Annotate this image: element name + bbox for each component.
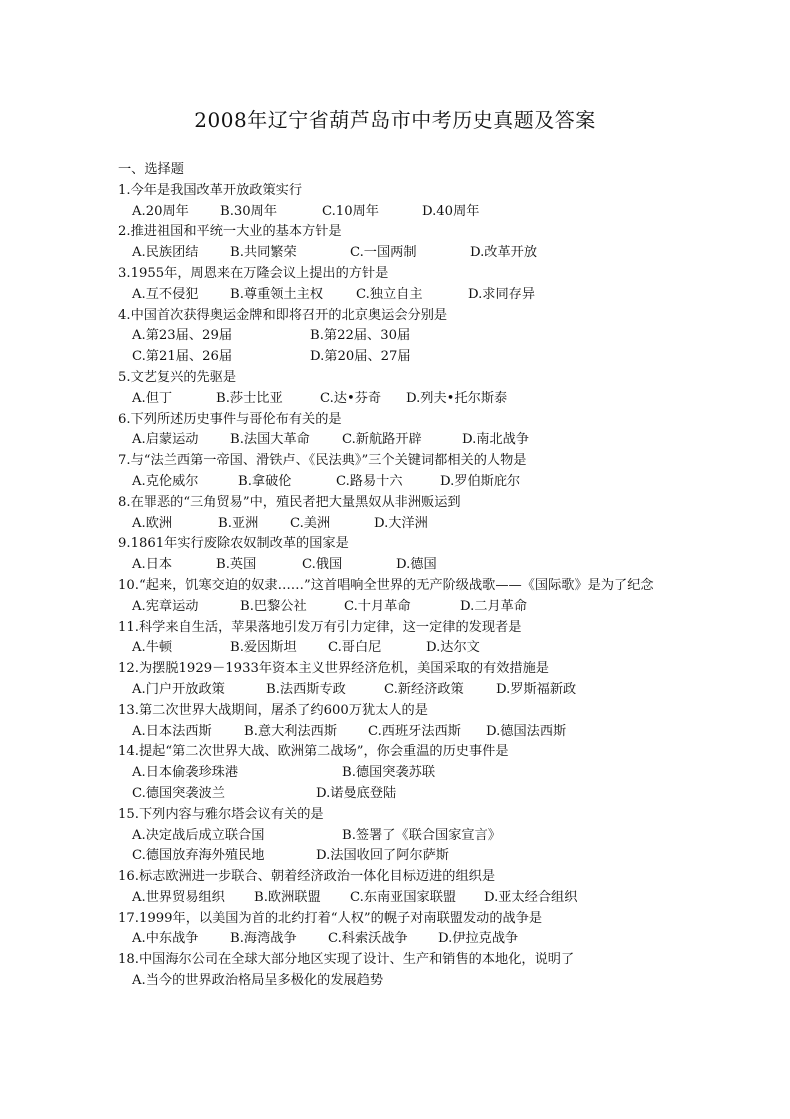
option: D.罗斯福新政	[496, 681, 577, 697]
option: B.德国突袭苏联	[342, 765, 436, 781]
option: A.牛顿	[132, 640, 173, 656]
question-stem: 11.科学来自生活，苹果落地引发万有引力定律，这一定律的发现者是	[118, 619, 522, 635]
question-list	[118, 160, 678, 992]
option: D.列夫•托尔斯泰	[406, 390, 508, 406]
option: C.第21届、26届	[132, 349, 233, 365]
option: D.大洋洲	[374, 515, 428, 531]
option: D.德国法西斯	[486, 723, 567, 739]
option: A.克伦威尔	[132, 473, 199, 489]
option: A.日本法西斯	[132, 723, 212, 739]
option: B.30周年	[220, 203, 278, 219]
option: B.法西斯专政	[266, 681, 346, 697]
options-row	[118, 680, 678, 701]
question-stem: 5.文艺复兴的先驱是	[118, 369, 237, 385]
option: A.欧洲	[132, 515, 173, 531]
option: C.俄国	[302, 557, 343, 573]
options-row	[118, 430, 678, 451]
option: A.日本	[132, 557, 173, 573]
option: A.日本偷袭珍珠港	[132, 765, 239, 781]
options-row	[118, 722, 678, 743]
option: B.尊重领土主权	[230, 286, 324, 302]
option: A.但丁	[132, 390, 173, 406]
option: B.拿破伦	[238, 473, 292, 489]
option: A.20周年	[132, 203, 189, 219]
options-row	[118, 285, 678, 306]
option: B.意大利法西斯	[244, 723, 338, 739]
option: A.第23届、29届	[132, 328, 233, 344]
question-stem: 6.下列所述历史事件与哥伦布有关的是	[118, 411, 342, 427]
option: A.民族团结	[132, 245, 199, 261]
option: A.门户开放政策	[132, 681, 225, 697]
option: C.一国两制	[350, 245, 417, 261]
question-stem: 7.与“法兰西第一帝国、滑铁卢、《民法典》”三个关键词都相关的人物是	[118, 453, 527, 469]
option: B.法国大革命	[230, 432, 310, 448]
option: C.独立自主	[356, 286, 423, 302]
options-row	[118, 514, 678, 535]
option: D.伊拉克战争	[438, 931, 519, 947]
option: A.启蒙运动	[132, 432, 199, 448]
option: D.求同存异	[468, 286, 536, 302]
section-heading: 一、选择题	[118, 162, 184, 177]
question-stem: 2.推进祖国和平统一大业的基本方针是	[118, 224, 342, 240]
question-stem: 10.“起来，饥寒交迫的奴隶……”这首唱响全世界的无产阶级战歌——《国际歌》是为了纪念	[118, 577, 654, 593]
option: B.签署了《联合国家宣言》	[342, 827, 501, 843]
question-stem: 15.下列内容与雅尔塔会议有关的是	[118, 806, 324, 822]
option: D.德国	[396, 557, 437, 573]
options-row	[118, 326, 678, 347]
page-title: 2008年辽宁省葫芦岛市中考历史真题及答案	[194, 108, 596, 132]
option: A.中东战争	[132, 931, 199, 947]
option: C.十月革命	[344, 598, 411, 614]
option: B.欧洲联盟	[254, 889, 321, 905]
options-row	[118, 638, 678, 659]
options-row	[118, 347, 678, 368]
question-stem: 1.今年是我国改革开放政策实行	[118, 182, 303, 198]
options-row	[118, 888, 678, 909]
option: C.科索沃战争	[328, 931, 408, 947]
option: D.南北战争	[462, 432, 530, 448]
question-stem: 9.1861年实行废除农奴制改革的国家是	[118, 536, 349, 552]
option: A.当今的世界政治格局呈多极化的发展趋势	[132, 973, 384, 989]
question-stem: 16.标志欧洲进一步联合、朝着经济政治一体化目标迈进的组织是	[118, 869, 496, 885]
options-row	[118, 846, 678, 867]
option: D.40周年	[422, 203, 480, 219]
option: C.西班牙法西斯	[368, 723, 461, 739]
question-stem: 8.在罪恶的“三角贸易”中，殖民者把大量黑奴从非洲贩运到	[118, 494, 461, 510]
options-row	[118, 971, 678, 992]
question-stem: 12.为摆脱1929－1933年资本主义世界经济危机，美国采取的有效措施是	[118, 661, 549, 677]
option: C.东南亚国家联盟	[350, 889, 457, 905]
question-stem: 13.第二次世界大战期间，屠杀了约600万犹太人的是	[118, 702, 428, 718]
option: C.新经济政策	[384, 681, 464, 697]
option: D.第20届、27届	[310, 349, 411, 365]
option: A.世界贸易组织	[132, 889, 225, 905]
options-row	[118, 202, 678, 223]
option: B.莎士比亚	[216, 390, 283, 406]
option: B.海湾战争	[230, 931, 297, 947]
question-stem: 3.1955年，周恩来在万隆会议上提出的方针是	[118, 265, 389, 281]
option: D.达尔文	[426, 640, 480, 656]
option: C.路易十六	[336, 473, 403, 489]
question-stem: 14.提起“第二次世界大战、欧洲第二战场”，你会重温的历史事件是	[118, 744, 509, 760]
options-row	[118, 597, 678, 618]
option: C.哥白尼	[328, 640, 382, 656]
option: D.亚太经合组织	[484, 889, 578, 905]
option: D.法国收回了阿尔萨斯	[316, 848, 449, 864]
options-row	[118, 555, 678, 576]
option: A.决定战后成立联合国	[132, 827, 265, 843]
option: B.英国	[216, 557, 257, 573]
option: B.巴黎公社	[240, 598, 307, 614]
question-stem: 17.1999年，以美国为首的北约打着“人权”的幌子对南联盟发动的战争是	[118, 910, 543, 926]
question-stem: 4.中国首次获得奥运金牌和即将召开的北京奥运会分别是	[118, 307, 448, 323]
options-row	[118, 472, 678, 493]
options-row	[118, 784, 678, 805]
options-row	[118, 243, 678, 264]
option: A.宪章运动	[132, 598, 199, 614]
question-stem: 18.中国海尔公司在全球大部分地区实现了设计、生产和销售的本地化，说明了	[118, 952, 575, 968]
option: C.达•芬奇	[320, 390, 382, 406]
option: A.互不侵犯	[132, 286, 199, 302]
options-row	[118, 929, 678, 950]
option: C.美洲	[290, 515, 331, 531]
options-row	[118, 826, 678, 847]
option: D.诺曼底登陆	[316, 785, 397, 801]
option: D.罗伯斯庇尔	[440, 473, 521, 489]
option: B.爱因斯坦	[230, 640, 297, 656]
option: C.德国放弃海外殖民地	[132, 848, 265, 864]
option: C.德国突袭波兰	[132, 785, 225, 801]
options-row	[118, 763, 678, 784]
option: B.亚洲	[218, 515, 259, 531]
options-row	[118, 389, 678, 410]
option: B.共同繁荣	[230, 245, 297, 261]
option: C.10周年	[322, 203, 379, 219]
option: B.第22届、30届	[310, 328, 411, 344]
option: D.改革开放	[470, 245, 538, 261]
option: D.二月革命	[460, 598, 528, 614]
option: C.新航路开辟	[342, 432, 422, 448]
